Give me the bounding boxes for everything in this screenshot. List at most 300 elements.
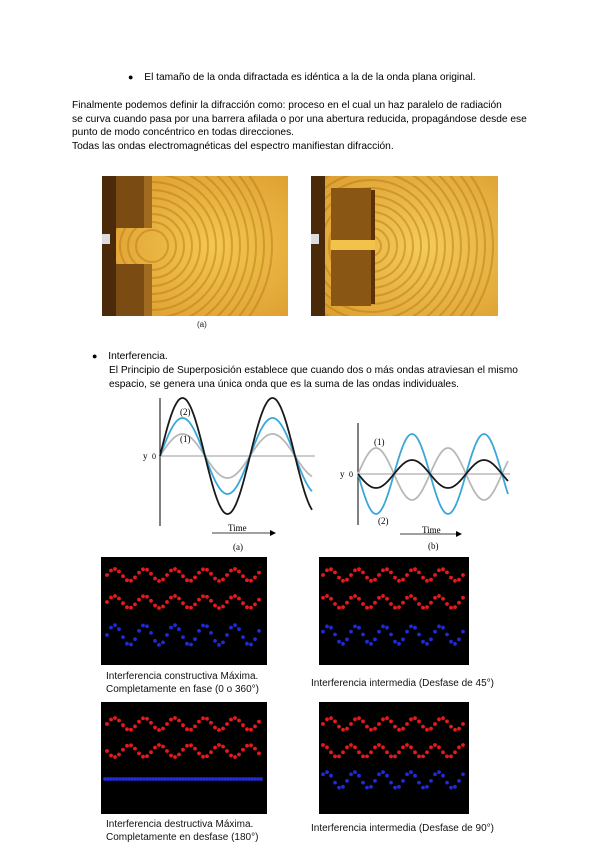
red-wave-dot: [461, 722, 465, 726]
red-wave-dot: [165, 749, 169, 753]
blue-wave-dot: [109, 626, 113, 630]
red-wave-dot: [225, 600, 229, 604]
red-wave-dot: [389, 571, 393, 575]
blue-wave-dot: [453, 785, 457, 789]
red-wave-dot: [337, 725, 341, 729]
red-wave-dot: [401, 745, 405, 749]
caption-line: Interferencia constructiva Máxima.: [106, 671, 259, 682]
blue-wave-dot: [389, 633, 393, 637]
red-wave-dot: [249, 743, 253, 747]
blue-wave-dot: [237, 627, 241, 631]
blue-wave-dot: [257, 629, 261, 633]
red-wave-dot: [409, 568, 413, 572]
blue-wave-dot: [249, 643, 253, 647]
blue-wave-dot: [409, 770, 413, 774]
blue-wave-dot: [241, 635, 245, 639]
red-wave-dot: [381, 594, 385, 598]
red-wave-dot: [221, 745, 225, 749]
red-wave-dot: [197, 571, 201, 575]
red-wave-dot: [153, 577, 157, 581]
red-wave-dot: [241, 574, 245, 578]
red-wave-dot: [253, 603, 257, 607]
red-wave-dot: [105, 573, 109, 577]
red-wave-dot: [201, 567, 205, 571]
red-wave-dot: [365, 725, 369, 729]
red-wave-dot: [425, 728, 429, 732]
red-wave-dot: [185, 727, 189, 731]
red-wave-dot: [349, 722, 353, 726]
red-wave-dot: [453, 728, 457, 732]
red-wave-dot: [233, 716, 237, 720]
red-wave-dot: [185, 578, 189, 582]
red-wave-dot: [321, 596, 325, 600]
red-wave-dot: [329, 597, 333, 601]
red-wave-dot: [445, 571, 449, 575]
blue-wave-dot: [209, 631, 213, 635]
panel-intermediate-45: [319, 557, 469, 665]
red-wave-dot: [225, 573, 229, 577]
red-wave-dot: [341, 605, 345, 609]
red-wave-dot: [161, 745, 165, 749]
blue-wave-dot: [425, 785, 429, 789]
blue-wave-dot: [321, 630, 325, 634]
red-wave-dot: [213, 577, 217, 581]
red-wave-dot: [373, 727, 377, 731]
red-wave-dot: [189, 743, 193, 747]
blue-wave-dot: [141, 624, 145, 628]
red-wave-dot: [365, 606, 369, 610]
red-wave-dot: [349, 596, 353, 600]
bullet-dot-icon: ●: [92, 351, 98, 361]
red-wave-dot: [381, 568, 385, 572]
red-wave-dot: [177, 570, 181, 574]
superposition-graph-a: [140, 390, 320, 555]
red-wave-dot: [225, 749, 229, 753]
blue-wave-dot: [405, 630, 409, 634]
blue-wave-dot: [393, 786, 397, 790]
panel-constructive-caption: [106, 670, 259, 696]
red-wave-dot: [153, 726, 157, 730]
blue-wave-dot: [357, 774, 361, 778]
panel-intermediate-45-waves: [319, 557, 469, 665]
graph-a-label-1: (1): [180, 434, 191, 444]
red-wave-dot: [349, 573, 353, 577]
blue-wave-dot: [413, 626, 417, 630]
red-wave-dot: [345, 601, 349, 605]
superposition-graph-b: [338, 415, 518, 555]
red-wave-dot: [325, 717, 329, 721]
blue-wave-dot: [329, 626, 333, 630]
paragraph-line: Todas las ondas electromagnéticas del espectro manifiestan difracción.: [72, 140, 394, 152]
red-wave-dot: [357, 597, 361, 601]
red-wave-dot: [449, 725, 453, 729]
red-wave-dot: [129, 579, 133, 583]
red-wave-dot: [113, 755, 117, 759]
blue-wave-dot: [189, 643, 193, 647]
red-wave-dot: [209, 721, 213, 725]
panel-destructive-waves: [101, 702, 267, 814]
red-wave-dot: [429, 745, 433, 749]
red-wave-dot: [141, 716, 145, 720]
red-wave-dot: [425, 579, 429, 583]
blue-wave-dot: [397, 785, 401, 789]
blue-wave-dot: [369, 785, 373, 789]
blue-wave-dot: [377, 630, 381, 634]
blue-wave-dot: [365, 640, 369, 644]
blue-wave-dot: [233, 623, 237, 627]
red-wave-dot: [221, 578, 225, 582]
blue-wave-dot: [349, 772, 353, 776]
red-wave-dot: [177, 753, 181, 757]
red-wave-dot: [389, 720, 393, 724]
red-wave-dot: [361, 755, 365, 759]
red-wave-dot: [413, 750, 417, 754]
red-wave-dot: [401, 727, 405, 731]
blue-wave-dot: [125, 642, 129, 646]
red-wave-dot: [245, 727, 249, 731]
blue-wave-dot: [397, 642, 401, 646]
red-wave-dot: [145, 568, 149, 572]
red-wave-dot: [461, 596, 465, 600]
red-wave-dot: [437, 745, 441, 749]
red-wave-dot: [213, 604, 217, 608]
red-wave-dot: [117, 597, 121, 601]
red-wave-dot: [397, 750, 401, 754]
red-wave-dot: [409, 594, 413, 598]
graph-b-ylabel: y: [340, 469, 345, 479]
interference-bullet: [92, 350, 168, 364]
red-wave-dot: [105, 722, 109, 726]
red-wave-dot: [361, 571, 365, 575]
red-wave-dot: [173, 755, 177, 759]
red-wave-dot: [461, 743, 465, 747]
red-wave-dot: [133, 576, 137, 580]
bullet-text: El tamaño de la onda difractada es idéntica a la de la onda plana original.: [144, 72, 476, 83]
red-wave-dot: [241, 748, 245, 752]
red-wave-dot: [337, 755, 341, 759]
blue-wave-dot: [201, 624, 205, 628]
graph-b-caption: (b): [428, 541, 439, 551]
red-wave-dot: [193, 576, 197, 580]
red-wave-dot: [201, 755, 205, 759]
red-wave-dot: [205, 595, 209, 599]
red-wave-dot: [325, 745, 329, 749]
red-wave-dot: [189, 579, 193, 583]
red-wave-dot: [325, 568, 329, 572]
graph-a-ylabel: y: [143, 451, 148, 461]
blue-wave-dot: [137, 629, 141, 633]
graph-b-arrowhead-icon: [456, 531, 462, 537]
red-wave-dot: [141, 567, 145, 571]
red-wave-dot: [393, 576, 397, 580]
blue-wave-dot: [457, 779, 461, 783]
red-wave-dot: [337, 606, 341, 610]
red-wave-dot: [353, 745, 357, 749]
red-wave-dot: [169, 754, 173, 758]
red-wave-dot: [165, 600, 169, 604]
red-wave-dot: [449, 576, 453, 580]
blue-wave-dot: [417, 633, 421, 637]
red-wave-dot: [393, 606, 397, 610]
red-wave-dot: [193, 603, 197, 607]
blue-wave-dot: [325, 625, 329, 629]
red-wave-dot: [161, 578, 165, 582]
graph-b-label-1: (1): [374, 437, 385, 447]
blue-wave-dot: [445, 633, 449, 637]
red-wave-dot: [161, 605, 165, 609]
red-wave-dot: [457, 727, 461, 731]
red-wave-dot: [381, 717, 385, 721]
red-wave-dot: [325, 594, 329, 598]
red-wave-dot: [345, 578, 349, 582]
blue-wave-dot: [165, 633, 169, 637]
red-wave-dot: [137, 598, 141, 602]
red-wave-dot: [393, 755, 397, 759]
panel-intermediate-45-caption: Interferencia intermedia (Desfase de 45°): [311, 678, 494, 689]
red-wave-dot: [125, 744, 129, 748]
red-wave-dot: [385, 567, 389, 571]
red-wave-dot: [377, 722, 381, 726]
red-wave-dot: [369, 728, 373, 732]
red-wave-dot: [345, 745, 349, 749]
panel-constructive-waves: [101, 557, 267, 665]
blue-wave-dot: [341, 642, 345, 646]
red-wave-dot: [121, 723, 125, 727]
red-wave-dot: [377, 596, 381, 600]
blue-wave-dot: [329, 774, 333, 778]
red-wave-dot: [141, 755, 145, 759]
red-wave-dot: [125, 578, 129, 582]
blue-wave-dot: [425, 642, 429, 646]
red-wave-dot: [233, 755, 237, 759]
red-wave-dot: [397, 605, 401, 609]
red-wave-dot: [369, 579, 373, 583]
red-wave-dot: [445, 720, 449, 724]
red-wave-dot: [197, 598, 201, 602]
red-wave-dot: [333, 571, 337, 575]
red-wave-dot: [413, 567, 417, 571]
red-wave-dot: [177, 597, 181, 601]
red-wave-dot: [197, 720, 201, 724]
blue-wave-dot: [337, 786, 341, 790]
blue-wave-dot: [401, 779, 405, 783]
blue-wave-dot: [385, 774, 389, 778]
red-wave-dot: [413, 597, 417, 601]
caption-line: Completamente en fase (0 o 360°): [106, 684, 259, 695]
blue-wave-dot: [433, 772, 437, 776]
red-wave-dot: [189, 728, 193, 732]
red-wave-dot: [157, 606, 161, 610]
diffraction-photo-a-image: [102, 176, 288, 316]
red-wave-dot: [457, 578, 461, 582]
red-wave-dot: [149, 721, 153, 725]
red-wave-dot: [205, 717, 209, 721]
superposition-paragraph: [109, 364, 518, 391]
blue-wave-dot: [441, 626, 445, 630]
red-wave-dot: [353, 568, 357, 572]
red-wave-dot: [385, 750, 389, 754]
blue-wave-dot: [361, 633, 365, 637]
red-wave-dot: [361, 602, 365, 606]
blue-wave-dot: [161, 641, 165, 645]
blue-wave-dot: [181, 635, 185, 639]
red-wave-dot: [173, 594, 177, 598]
red-wave-dot: [457, 745, 461, 749]
red-wave-dot: [249, 606, 253, 610]
red-wave-dot: [357, 567, 361, 571]
diffraction-photo-b-image: [311, 176, 498, 316]
red-wave-dot: [129, 606, 133, 610]
blue-wave-dot: [385, 626, 389, 630]
red-wave-dot: [181, 723, 185, 727]
graph-a-xlabel: Time: [228, 523, 247, 533]
red-wave-dot: [225, 722, 229, 726]
red-wave-dot: [253, 576, 257, 580]
blue-wave-dot: [153, 639, 157, 643]
red-wave-dot: [185, 605, 189, 609]
red-wave-dot: [137, 752, 141, 756]
paragraph-line: se curva cuando pasa por una barrera afilada o por una abertura reducida, propagándose desde ese: [72, 113, 527, 125]
blue-wave-dot: [177, 627, 181, 631]
red-wave-dot: [449, 755, 453, 759]
red-wave-dot: [237, 597, 241, 601]
red-wave-dot: [193, 747, 197, 751]
red-wave-dot: [417, 602, 421, 606]
red-wave-dot: [217, 728, 221, 732]
panel-intermediate-90: [319, 702, 469, 814]
blue-wave-dot: [193, 637, 197, 641]
blue-wave-dot: [105, 633, 109, 637]
red-wave-dot: [393, 725, 397, 729]
blue-wave-dot: [373, 638, 377, 642]
red-wave-dot: [181, 748, 185, 752]
red-wave-dot: [229, 569, 233, 573]
red-wave-dot: [169, 569, 173, 573]
blue-wave-dot: [149, 631, 153, 635]
red-wave-dot: [205, 754, 209, 758]
red-wave-dot: [249, 728, 253, 732]
red-wave-dot: [401, 601, 405, 605]
blue-wave-dot: [325, 770, 329, 774]
red-wave-dot: [381, 745, 385, 749]
panel-destructive-caption: [106, 818, 258, 844]
red-wave-dot: [253, 725, 257, 729]
red-wave-dot: [217, 606, 221, 610]
red-wave-dot: [109, 596, 113, 600]
red-wave-dot: [213, 726, 217, 730]
red-wave-dot: [145, 595, 149, 599]
blue-wave-dot: [433, 630, 437, 634]
blue-wave-dot: [245, 642, 249, 646]
red-wave-dot: [433, 743, 437, 747]
red-wave-dot: [349, 743, 353, 747]
red-wave-dot: [125, 605, 129, 609]
red-wave-dot: [429, 578, 433, 582]
blue-wave-dot: [441, 774, 445, 778]
blue-wave-dot: [353, 770, 357, 774]
red-wave-dot: [437, 594, 441, 598]
red-wave-dot: [257, 720, 261, 724]
red-wave-dot: [121, 574, 125, 578]
red-wave-dot: [397, 728, 401, 732]
red-wave-dot: [241, 723, 245, 727]
red-wave-dot: [229, 754, 233, 758]
red-wave-dot: [201, 594, 205, 598]
red-wave-dot: [169, 718, 173, 722]
red-wave-dot: [329, 567, 333, 571]
red-wave-dot: [233, 594, 237, 598]
red-wave-dot: [341, 579, 345, 583]
red-wave-dot: [209, 750, 213, 754]
blue-wave-dot: [453, 642, 457, 646]
red-wave-dot: [113, 594, 117, 598]
red-wave-dot: [249, 579, 253, 583]
red-wave-dot: [321, 743, 325, 747]
graph-a-arrowhead-icon: [270, 530, 276, 536]
red-wave-dot: [457, 601, 461, 605]
red-wave-dot: [417, 571, 421, 575]
red-wave-dot: [129, 743, 133, 747]
blue-wave-dot: [225, 633, 229, 637]
caption-line: Completamente en desfase (180°): [106, 832, 259, 843]
blue-wave-dot: [461, 772, 465, 776]
red-wave-dot: [441, 597, 445, 601]
diffraction-photo-a: [102, 176, 288, 316]
red-wave-dot: [397, 579, 401, 583]
blue-wave-dot: [337, 640, 341, 644]
red-wave-dot: [377, 743, 381, 747]
red-wave-dot: [441, 750, 445, 754]
blue-wave-dot: [133, 637, 137, 641]
red-wave-dot: [453, 605, 457, 609]
red-wave-dot: [141, 594, 145, 598]
red-wave-dot: [385, 716, 389, 720]
graph-a-y0: 0: [152, 452, 156, 461]
red-wave-dot: [149, 599, 153, 603]
blue-wave-dot: [401, 638, 405, 642]
graph-a-caption: (a): [233, 542, 243, 552]
red-wave-dot: [209, 599, 213, 603]
blue-wave-dot: [333, 781, 337, 785]
red-wave-dot: [353, 717, 357, 721]
red-wave-dot: [109, 754, 113, 758]
panel-destructive: [101, 702, 267, 814]
red-wave-dot: [149, 750, 153, 754]
red-wave-dot: [245, 744, 249, 748]
red-wave-dot: [441, 716, 445, 720]
red-wave-dot: [445, 602, 449, 606]
blue-wave-dot: [129, 643, 133, 647]
graph-b-xlabel: Time: [422, 525, 441, 535]
red-wave-dot: [137, 571, 141, 575]
red-wave-dot: [405, 573, 409, 577]
red-wave-dot: [117, 753, 121, 757]
red-wave-dot: [461, 573, 465, 577]
red-wave-dot: [209, 572, 213, 576]
blue-wave-dot: [409, 625, 413, 629]
blue-wave-dot: [205, 624, 209, 628]
red-wave-dot: [165, 722, 169, 726]
red-wave-dot: [333, 755, 337, 759]
blue-wave-dot: [217, 643, 221, 647]
red-wave-dot: [217, 743, 221, 747]
blue-wave-dot: [373, 779, 377, 783]
paragraph-line: espacio, se genera una única onda que es la suma de las ondas individuales.: [109, 378, 460, 390]
bullet-item-size: [128, 71, 476, 85]
red-wave-dot: [105, 600, 109, 604]
red-wave-dot: [177, 719, 181, 723]
red-wave-dot: [137, 720, 141, 724]
